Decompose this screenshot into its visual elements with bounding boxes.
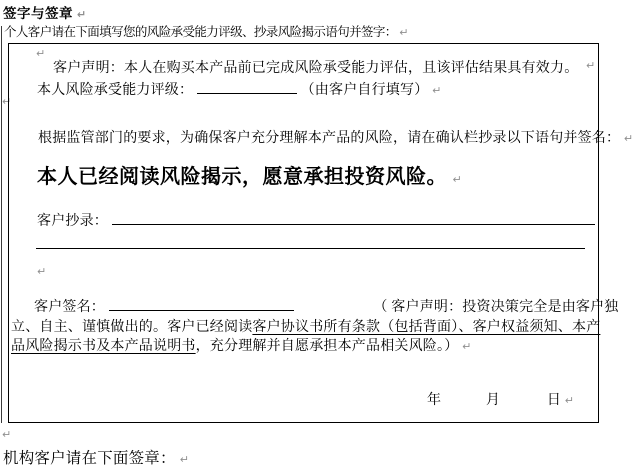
individual-customer-instruction <box>4 22 408 40</box>
risk-rating-line <box>37 79 442 99</box>
return-mark-icon: ↵ <box>37 265 47 278</box>
return-mark-icon: ↵ <box>462 340 472 353</box>
institution-customer-instruction-text: 机构客户请在下面签章： <box>3 450 176 467</box>
return-mark-icon: ↵ <box>2 428 12 441</box>
section-heading-text: 签字与签章 <box>3 6 73 21</box>
customer-signature-line <box>34 296 619 316</box>
paren-declaration-line2-underlined: 客户协议书所有条款（包括背面）、客户权益须知、本产 <box>252 320 601 335</box>
return-mark-icon: ↵ <box>36 47 46 60</box>
paren-declaration-line2-plain: 立、自主、谨慎做出的。客户已经阅读 <box>11 320 253 335</box>
return-mark-icon: ↵ <box>432 84 442 97</box>
date-month-label: 月 <box>485 393 501 408</box>
risk-statement-text: 本人已经阅读风险揭示，愿意承担投资风险。 <box>37 166 447 188</box>
return-mark-icon: ↵ <box>179 453 190 466</box>
customer-copy-label: 客户抄录： <box>37 214 108 229</box>
regulator-instruction-text: 根据监管部门的要求，为确保客户充分理解本产品的风险，请在确认栏抄录以下语句并签名： <box>38 131 621 146</box>
paren-declaration-line1: （ 客户声明：投资决策完全是由客户独 <box>373 300 619 315</box>
customer-declaration-line <box>53 57 578 77</box>
paren-declaration-line3-plain: ，充分理解并自愿承担本产品相关风险。） <box>195 339 459 354</box>
risk-rating-note: （由客户自行填写） <box>300 83 429 98</box>
risk-statement-line <box>37 160 462 189</box>
paren-declaration-line3 <box>11 335 472 355</box>
return-mark-icon: ↵ <box>452 173 463 186</box>
signature-declaration-box <box>8 43 633 423</box>
section-heading <box>3 2 87 22</box>
return-mark-icon: ↵ <box>399 26 408 39</box>
date-year-label: 年 <box>427 393 442 408</box>
risk-rating-label: 本人风险承受能力评级： <box>37 83 194 98</box>
left-margin-change-bar <box>1 26 2 423</box>
customer-signature-blank-field[interactable] <box>109 297 294 311</box>
date-day-label: 日 <box>546 393 562 408</box>
return-mark-icon: ↵ <box>2 95 12 108</box>
customer-signature-label: 客户签名： <box>34 300 105 315</box>
paren-declaration-line3-underlined: 品风险揭示书及本产品说明书 <box>11 339 196 354</box>
return-mark-icon: ↵ <box>586 59 596 72</box>
return-mark-icon: ↵ <box>76 8 87 21</box>
institution-customer-instruction <box>3 446 189 468</box>
customer-declaration-text: 客户声明：本人在购买本产品前已完成风险承受能力评估，且该评估结果具有效力。 <box>53 61 579 76</box>
customer-copy-blank-field[interactable] <box>112 211 595 225</box>
individual-customer-instruction-text: 个人客户请在下面填写您的风险承受能力评级、抄录风险揭示语句并签字： <box>4 25 397 39</box>
customer-copy-line <box>37 210 595 230</box>
customer-copy-blank-line2[interactable] <box>36 248 585 249</box>
regulator-instruction-line <box>38 127 633 147</box>
return-mark-icon: ↵ <box>564 394 575 407</box>
paren-declaration-line2 <box>11 316 600 336</box>
return-mark-icon: ↵ <box>623 132 633 145</box>
risk-rating-blank-field[interactable] <box>197 80 297 94</box>
date-line <box>427 389 574 409</box>
